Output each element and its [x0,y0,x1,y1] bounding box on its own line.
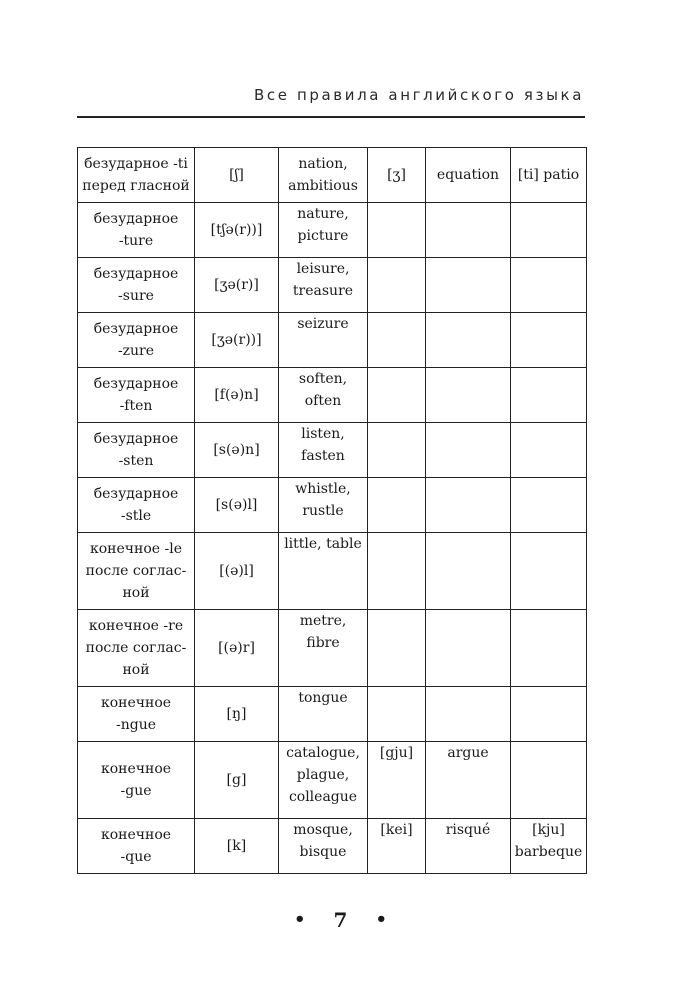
table-row [78,313,587,368]
spelling-cell: безударное -ti перед гласной [78,148,195,203]
sound-cell: [ʒə(r))] [195,313,279,368]
other-cell: [ti] patio [511,148,587,203]
sound-cell: [ʃ] [195,148,279,203]
examples-cell: tongue [279,687,368,742]
alt-examples-cell [426,687,511,742]
table-row [78,687,587,742]
alt-examples-cell [426,368,511,423]
table-row [78,368,587,423]
table-row [78,819,587,874]
table-row [78,203,587,258]
header-rule [77,116,585,118]
page-number: 7 [333,908,348,932]
table-row [78,478,587,533]
sound-cell: [tʃə(r))] [195,203,279,258]
table-row [78,423,587,478]
other-cell [511,313,587,368]
examples-cell: nature, picture [279,203,368,258]
alt-sound-cell [368,203,426,258]
alt-sound-cell [368,478,426,533]
spelling-rules-table [77,147,587,874]
alt-examples-cell [426,203,511,258]
bullet-left: • [294,909,306,930]
alt-sound-cell [368,313,426,368]
sound-cell: [k] [195,819,279,874]
alt-examples-cell: argue [426,742,511,819]
spelling-cell: безударное -sure [78,258,195,313]
sound-cell: [f(ə)n] [195,368,279,423]
examples-cell: catalogue, plague, colleague [279,742,368,819]
spelling-cell: безударное -stle [78,478,195,533]
alt-examples-cell [426,610,511,687]
alt-sound-cell [368,258,426,313]
other-cell [511,742,587,819]
examples-cell: metre, fibre [279,610,368,687]
sound-cell: [(ə)l] [195,533,279,610]
alt-examples-cell: equation [426,148,511,203]
examples-cell: little, table [279,533,368,610]
spelling-cell: безударное -zure [78,313,195,368]
other-cell [511,423,587,478]
alt-sound-cell: [kei] [368,819,426,874]
other-cell [511,533,587,610]
sound-cell: [ŋ] [195,687,279,742]
alt-sound-cell [368,368,426,423]
other-cell [511,610,587,687]
alt-examples-cell [426,313,511,368]
examples-cell: soften, often [279,368,368,423]
table-row [78,533,587,610]
alt-examples-cell [426,423,511,478]
alt-examples-cell [426,478,511,533]
alt-sound-cell [368,610,426,687]
table-row [78,148,587,203]
running-header: Все правила английского языка [254,86,584,104]
page-footer [0,908,681,932]
alt-examples-cell [426,533,511,610]
bullet-right: • [375,909,387,930]
spelling-cell: конечное -ngue [78,687,195,742]
alt-sound-cell: [gju] [368,742,426,819]
spelling-cell: конечное -le после соглас- ной [78,533,195,610]
spelling-cell: безударное -ture [78,203,195,258]
sound-cell: [s(ə)n] [195,423,279,478]
other-cell: [kju] barbeque [511,819,587,874]
table-row [78,610,587,687]
alt-examples-cell [426,258,511,313]
alt-examples-cell: risqué [426,819,511,874]
spelling-cell: конечное -re после соглас- ной [78,610,195,687]
other-cell [511,687,587,742]
other-cell [511,258,587,313]
examples-cell: nation, ambitious [279,148,368,203]
examples-cell: mosque, bisque [279,819,368,874]
alt-sound-cell: [ʒ] [368,148,426,203]
examples-cell: whistle, rustle [279,478,368,533]
sound-cell: [(ə)r] [195,610,279,687]
other-cell [511,203,587,258]
table-row [78,258,587,313]
other-cell [511,368,587,423]
spelling-cell: конечное -gue [78,742,195,819]
spelling-cell: конечное -que [78,819,195,874]
spelling-cell: безударное -sten [78,423,195,478]
sound-cell: [ʒə(r)] [195,258,279,313]
table-row [78,742,587,819]
sound-cell: [s(ə)l] [195,478,279,533]
examples-cell: seizure [279,313,368,368]
spelling-cell: безударное -ften [78,368,195,423]
examples-cell: leisure, treasure [279,258,368,313]
other-cell [511,478,587,533]
examples-cell: listen, fasten [279,423,368,478]
alt-sound-cell [368,423,426,478]
alt-sound-cell [368,687,426,742]
sound-cell: [g] [195,742,279,819]
alt-sound-cell [368,533,426,610]
